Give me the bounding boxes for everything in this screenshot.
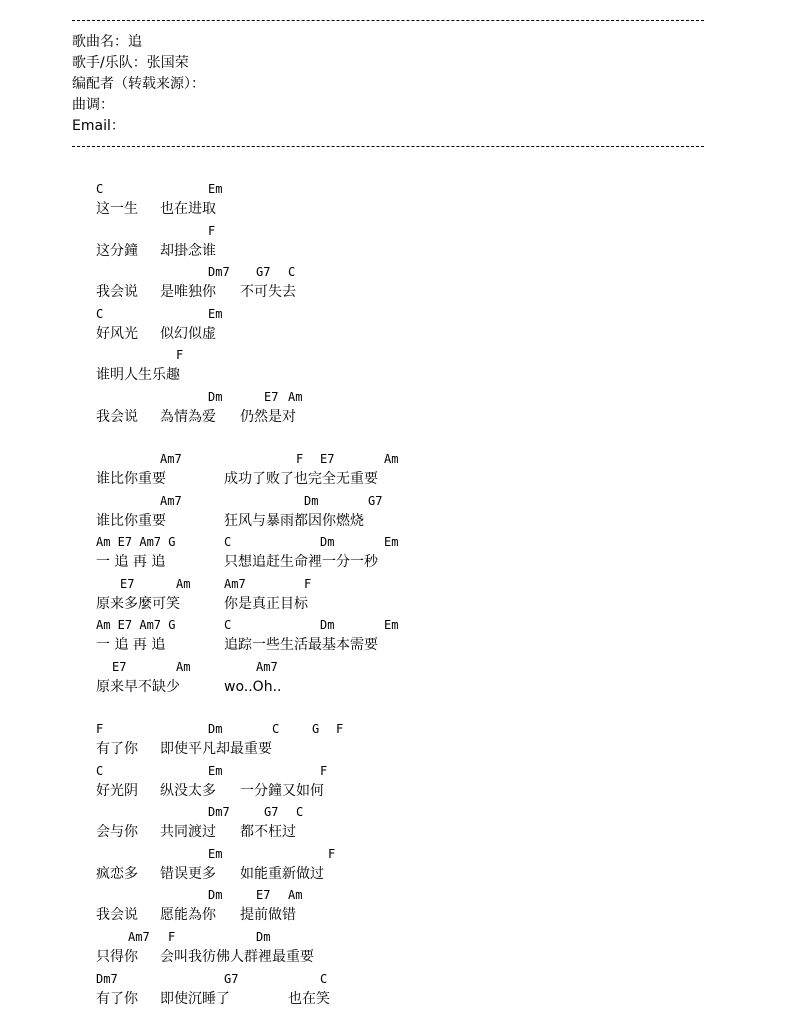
chord-label: E7 — [120, 576, 135, 591]
lyric-text: 提前做错 — [240, 907, 296, 924]
song-title: 歌曲名：追 — [72, 34, 142, 50]
lyric-text: 只得你 — [96, 949, 138, 965]
lyric-text: 不可失去 — [240, 284, 296, 301]
lyric-text: 谁明人生乐趣 — [96, 367, 180, 384]
chord-label: Am7 — [224, 576, 246, 591]
separator-bottom — [72, 146, 704, 147]
chord-label: Am — [384, 452, 399, 466]
lyric-text: 如能重新做过 — [240, 865, 324, 882]
chord-label: Dm — [304, 493, 319, 508]
lyric-text: wo..Oh.. — [224, 679, 282, 695]
artist: 歌手/乐队：张国荣 — [72, 55, 189, 71]
lyric-text: 一 追 再 追 — [96, 554, 166, 571]
chord-label: E7 — [320, 452, 335, 466]
key: 曲调： — [72, 97, 114, 113]
lyric-text: 却掛念谁 — [160, 242, 216, 259]
chord-label: Am — [176, 660, 191, 674]
chord-label: F — [296, 452, 304, 466]
lyric-text: 也在笑 — [288, 990, 330, 1007]
lyric-text: 一 追 再 追 — [96, 637, 166, 654]
lyric-text: 只想追赶生命裡一分一秒 — [224, 554, 378, 571]
email: Email： — [72, 118, 125, 134]
chord-label: F — [328, 846, 336, 861]
chord-label: Dm — [208, 390, 223, 404]
lyric-text: 為情為爱 — [160, 409, 216, 425]
lyric-text: 谁比你重要 — [96, 471, 166, 487]
chord-label: G7 — [256, 265, 271, 280]
lyric-text: 共同渡过 — [160, 824, 216, 841]
chord-label: Em — [384, 535, 399, 550]
chord-label: F — [176, 348, 184, 363]
chord-label: Dm — [256, 930, 271, 944]
lyric-text: 纵没太多 — [160, 782, 216, 799]
chord-label: Dm — [208, 722, 223, 736]
chord-label: Am E7 Am7 G — [96, 535, 176, 550]
chord-label: C — [320, 971, 328, 986]
lyric-text: 这一生 — [96, 201, 138, 217]
chord-label: Dm — [208, 888, 223, 903]
lyric-text: 有了你 — [96, 990, 138, 1007]
chord-label: C — [224, 535, 232, 550]
lyric-text: 愿能為你 — [160, 907, 216, 924]
chord-label: C — [96, 306, 104, 321]
chord-label: Em — [208, 846, 223, 861]
lyric-text: 成功了败了也完全无重要 — [224, 471, 378, 487]
lyric-text: 追踪一些生活最基本需要 — [224, 637, 378, 654]
lyric-text: 谁比你重要 — [96, 512, 166, 529]
lyric-text: 好光阴 — [96, 782, 138, 799]
chord-label: C — [224, 618, 232, 633]
lyric-text: 都不枉过 — [240, 824, 296, 841]
chord-label: Am7 — [128, 930, 150, 944]
lyric-text: 这分鐘 — [96, 242, 138, 259]
lyric-text: 会叫我彷佛人群裡最重要 — [160, 949, 314, 965]
lyric-text: 原来多麼可笑 — [96, 595, 180, 612]
lyric-text: 好风光 — [96, 325, 138, 342]
chord-label: Em — [384, 618, 399, 633]
lyric-text: 一分鐘又如何 — [240, 782, 324, 799]
chord-label: E7 — [112, 660, 127, 674]
chord-label: C — [288, 265, 296, 280]
lyric-text: 错误更多 — [160, 865, 216, 882]
chord-label: G7 — [368, 493, 383, 508]
lyric-text: 即使平凡却最重要 — [160, 741, 272, 757]
chord-label: Am7 — [256, 660, 278, 674]
chord-label: Dm7 — [208, 805, 230, 820]
separator-top — [72, 20, 704, 21]
chord-label: Am — [288, 888, 303, 903]
chord-label: Dm — [320, 618, 335, 633]
chord-label: Am — [176, 576, 191, 591]
chord-label: G — [312, 722, 320, 736]
chord-label: Am7 — [160, 452, 182, 466]
chord-label: Em — [208, 763, 223, 778]
chord-label: G7 — [264, 805, 279, 820]
lyric-text: 即使沉睡了 — [160, 990, 230, 1007]
lyric-text: 会与你 — [96, 824, 138, 841]
lyric-text: 似幻似虚 — [160, 325, 216, 342]
lyric-text: 你是真正目标 — [224, 595, 308, 612]
chord-label: C — [96, 182, 104, 196]
lyric-text: 我会说 — [96, 907, 138, 924]
chord-label: Am7 — [160, 493, 182, 508]
chord-label: Dm7 — [208, 265, 230, 280]
lyric-text: 疯恋多 — [96, 865, 138, 882]
chord-label: F — [168, 930, 176, 944]
chord-label: C — [296, 805, 304, 820]
chord-label: F — [208, 223, 216, 238]
chord-label: C — [272, 722, 280, 736]
lyric-text: 也在进取 — [160, 201, 216, 217]
chord-label: Am E7 Am7 G — [96, 618, 176, 633]
arranger: 编配者（转载来源）： — [72, 76, 205, 92]
chord-label: Em — [208, 306, 223, 321]
lyric-text: 是唯独你 — [160, 284, 216, 301]
chord-label: Em — [208, 182, 223, 196]
chord-label: C — [96, 763, 104, 778]
chord-label: E7 — [256, 888, 271, 903]
chord-label: F — [304, 576, 312, 591]
chord-label: F — [320, 763, 328, 778]
chord-label: F — [96, 722, 104, 736]
chord-label: Dm7 — [96, 971, 118, 986]
lyric-text: 原来早不缺少 — [96, 679, 180, 695]
chord-label: Dm — [320, 535, 335, 550]
chord-label: E7 — [264, 390, 279, 404]
chord-label: G7 — [224, 971, 239, 986]
lyric-text: 有了你 — [96, 741, 138, 757]
lyric-text: 我会说 — [96, 409, 138, 425]
lyric-text: 我会说 — [96, 284, 138, 301]
lyric-text: 狂风与暴雨都因你燃烧 — [224, 512, 364, 529]
chord-label: F — [336, 722, 344, 736]
lyric-text: 仍然是对 — [240, 409, 296, 425]
chord-label: Am — [288, 390, 303, 404]
